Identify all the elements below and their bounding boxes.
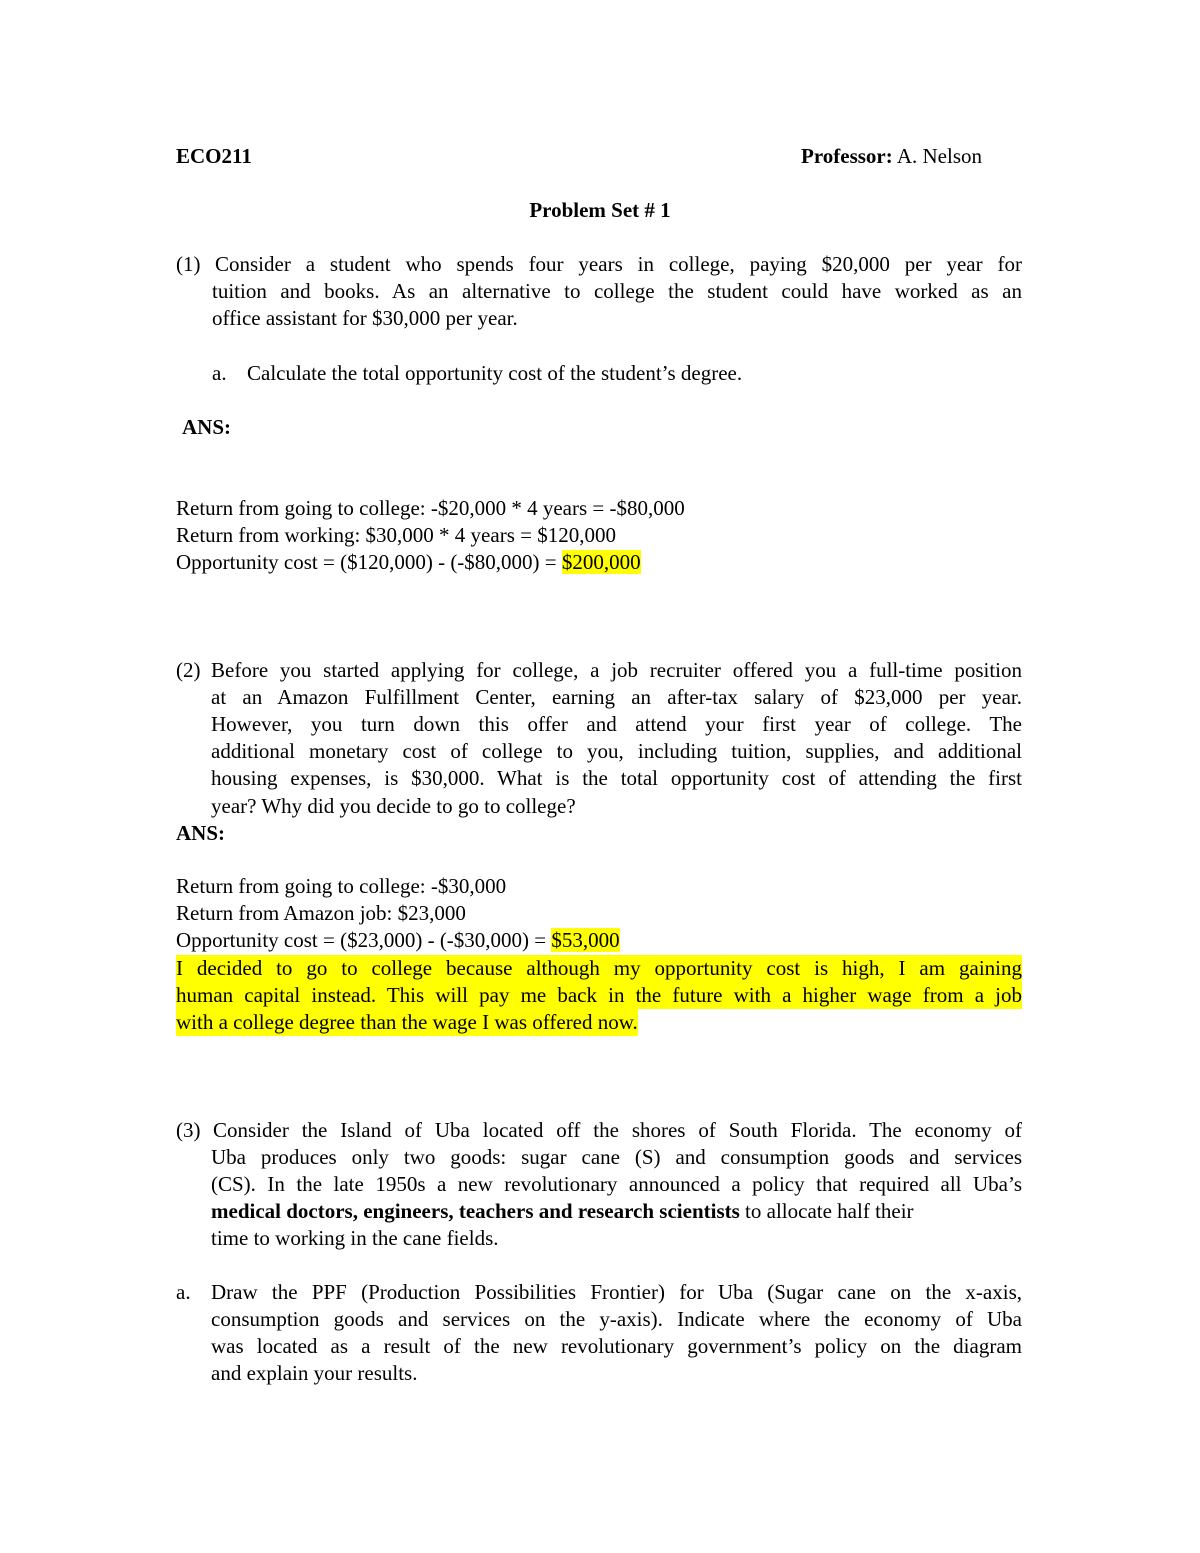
q3-part-a-line-3: was located as a result of the new revolutionary government’s policy on the diagram bbox=[211, 1334, 1022, 1358]
q2-ans-label: ANS: bbox=[176, 821, 226, 845]
q2-opp-cost-result: $53,000 bbox=[551, 928, 620, 952]
q1-text-line-1: Consider a student who spends four years in college, paying $20,000 per year for bbox=[215, 252, 1022, 276]
q2-answer-line-1: Return from going to college: -$30,000 bbox=[176, 874, 507, 898]
q1-part-a-label: a. bbox=[212, 361, 227, 385]
q1-ans-label: ANS: bbox=[182, 415, 232, 439]
q3-part-a-line-1: Draw the PPF (Production Possibilities Frontier) for Uba (Sugar cane on the x-axis, bbox=[211, 1280, 1022, 1304]
page-title: Problem Set # 1 bbox=[529, 198, 671, 222]
professor-name: A. Nelson bbox=[892, 144, 982, 168]
q2-text-line-4: additional monetary cost of college to you, including tuition, supplies, and additional bbox=[211, 739, 1022, 763]
q1-answer-line-1: Return from going to college: -$20,000 * 4 years = -$80,000 bbox=[176, 496, 685, 520]
q3-text-line-1: Consider the Island of Uba located off the shores of South Florida. The economy of bbox=[213, 1118, 1022, 1142]
q3-text-line-2: Uba produces only two goods: sugar cane (S) and consumption goods and services bbox=[211, 1145, 1022, 1169]
q3-bold-phrase: medical doctors, engineers, teachers and research scientists bbox=[211, 1199, 740, 1223]
q1-opp-cost-prefix: Opportunity cost = ($120,000) - (-$80,000) = bbox=[176, 550, 562, 574]
q1-opp-cost-result: $200,000 bbox=[561, 550, 641, 574]
q3-text-line-4 bbox=[211, 1198, 914, 1225]
q3-after-bold: to allocate half their bbox=[739, 1199, 914, 1223]
q3-text-line-5: time to working in the cane fields. bbox=[211, 1226, 499, 1250]
q3-part-a-label: a. bbox=[176, 1280, 191, 1304]
course-code: ECO211 bbox=[176, 144, 252, 168]
q2-answer-line-2: Return from Amazon job: $23,000 bbox=[176, 901, 466, 925]
q2-opportunity-cost bbox=[176, 927, 620, 954]
q1-text-line-3: office assistant for $30,000 per year. bbox=[212, 306, 518, 330]
q2-opp-cost-prefix: Opportunity cost = ($23,000) - (-$30,000) = bbox=[176, 928, 552, 952]
q2-explanation-line-2: human capital instead. This will pay me back in the future with a higher wage from a job bbox=[176, 983, 1022, 1007]
q2-text-line-5: housing expenses, is $30,000. What is the total opportunity cost of attending the first bbox=[211, 766, 1022, 790]
q3-text-line-3: (CS). In the late 1950s a new revolutionary announced a policy that required all Uba’s bbox=[211, 1172, 1022, 1196]
professor-label: Professor: bbox=[801, 144, 893, 168]
professor-line bbox=[801, 143, 982, 170]
q1-part-a-text: Calculate the total opportunity cost of the student’s degree. bbox=[247, 361, 743, 385]
q1-text-line-2: tuition and books. As an alternative to college the student could have worked as an bbox=[212, 279, 1022, 303]
q1-answer-line-2: Return from working: $30,000 * 4 years = $120,000 bbox=[176, 523, 616, 547]
q3-number: (3) bbox=[176, 1118, 201, 1142]
q2-text-line-1: Before you started applying for college, a job recruiter offered you a full-time position bbox=[211, 658, 1022, 682]
q1-opportunity-cost bbox=[176, 549, 641, 576]
q1-number: (1) bbox=[176, 252, 201, 276]
q2-text-line-3: However, you turn down this offer and attend your first year of college. The bbox=[211, 712, 1022, 736]
q2-number: (2) bbox=[176, 658, 201, 682]
q2-text-line-2: at an Amazon Fulfillment Center, earning an after-tax salary of $23,000 per year. bbox=[211, 685, 1022, 709]
q2-explanation-line-1: I decided to go to college because although my opportunity cost is high, I am gaining bbox=[176, 956, 1022, 980]
q2-explanation-line-3: with a college degree than the wage I was offered now. bbox=[176, 1010, 638, 1034]
q2-text-line-6: year? Why did you decide to go to college? bbox=[211, 794, 576, 818]
q3-part-a-line-4: and explain your results. bbox=[211, 1361, 418, 1385]
q3-part-a-line-2: consumption goods and services on the y-axis). Indicate where the economy of Uba bbox=[211, 1307, 1022, 1331]
